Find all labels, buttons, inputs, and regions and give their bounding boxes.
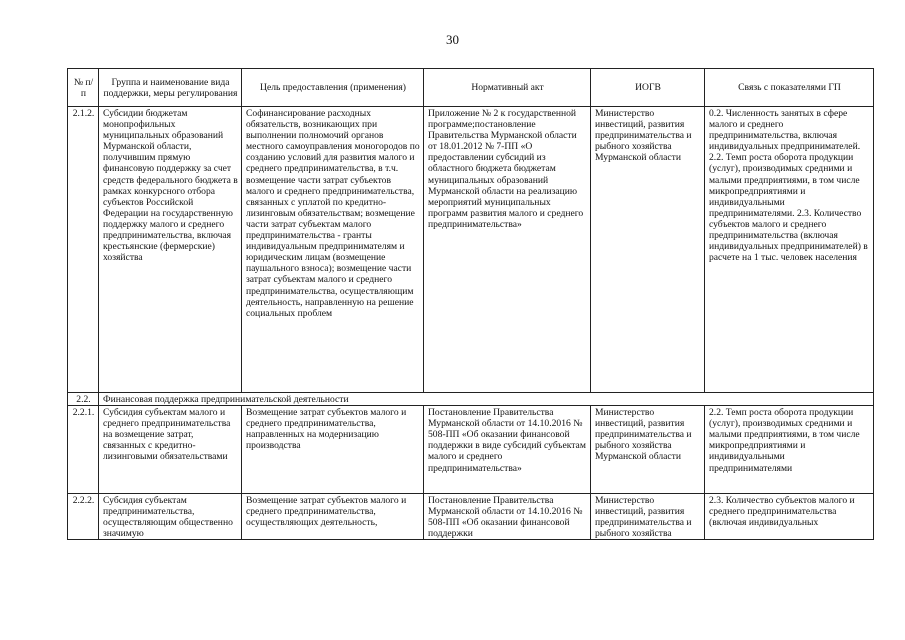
page-number: 30	[446, 32, 459, 47]
row-act: Постановление Правительства Мурманской области от 14.10.2016 № 508-ПП «Об оказании финансовой поддержки в виде субсидий субъектам малого и среднего предпринимательства»	[424, 406, 591, 494]
row-group: Субсидии бюджетам монопрофильных муниципальных образований Мурманской области, получившим прямую финансовую поддержку за счет средств федерального бюджета в рамках конкурсного отбора субъектов Российской Федерации на государственную поддержку малого и среднего предпринимательства, включая крестьянские (фермерские) хозяйства	[99, 107, 242, 393]
table-row	[68, 107, 874, 393]
row-goal: Возмещение затрат субъектов малого и среднего предпринимательства, направленных на модернизацию производства	[242, 406, 424, 494]
row-number: 2.1.2.	[68, 107, 99, 393]
row-act: Приложение № 2 к государственной программе;постановление Правительства Мурманской области от 18.01.2012 № 7-ПП «О предоставлении субсидий из областного бюджета бюджетам муниципальных образований Мурманской области на реализацию мероприятий муниципальных программ развития малого и среднего предпринимательства»	[424, 107, 591, 393]
row-goal: Возмещение затрат субъектов малого и среднего предпринимательства, осуществляющих деятельность,	[242, 494, 424, 540]
row-link: 0.2. Численность занятых в сфере малого и среднего предпринимательства, включая индивидуальных предпринимателей. 2.2. Темп роста оборота продукции (услуг), производимых средними и малыми предприятиями, в том числе микропредприятиями и индивидуальными предпринимателями. 2.3. Количество субъектов малого и среднего предпринимательства (включая индивидуальных предпринимателей) в расчете на 1 тыс. человек населения	[705, 107, 874, 393]
row-iogv: Министерство инвестиций, развития предпринимательства и рыбного хозяйства Мурманской области	[591, 406, 705, 494]
row-iogv: Министерство инвестиций, развития предпринимательства и рыбного хозяйства	[591, 494, 705, 540]
row-goal: Софинансирование расходных обязательств, возникающих при выполнении полномочий органов местного самоуправления моногородов по созданию условий для развития малого и среднего предпринимательства, в т.ч. возмещение части затрат субъектов малого и среднего предпринимательства, связанных с уплатой по кредитно-лизинговым обязательствам; возмещение части затрат субъектам малого предпринимательства - гранты индивидуальным предпринимателям и юридическим лицам (возмещение паушального взноса); возмещение части затрат субъектам малого и среднего предпринимательства, осуществляющим деятельность, направленную на решение социальных проблем	[242, 107, 424, 393]
row-act: Постановление Правительства Мурманской области от 14.10.2016 № 508-ПП «Об оказании финансовой поддержки	[424, 494, 591, 540]
support-measures-table	[67, 68, 874, 540]
row-number: 2.2.2.	[68, 494, 99, 540]
header-link: Связь с показателями ГП	[705, 69, 874, 107]
section-number: 2.2.	[68, 393, 99, 406]
section-row	[68, 393, 874, 406]
header-act: Нормативный акт	[424, 69, 591, 107]
header-goal: Цель предоставления (применения)	[242, 69, 424, 107]
header-number: № п/п	[68, 69, 99, 107]
table-header-row	[68, 69, 874, 107]
row-link: 2.2. Темп роста оборота продукции (услуг), производимых средними и малыми предприятиями, в том числе микропредприятиями и индивидуальными предпринимателями	[705, 406, 874, 494]
row-group: Субсидия субъектам малого и среднего предпринимательства на возмещение затрат, связанных с кредитно-лизинговыми обязательствами	[99, 406, 242, 494]
row-number: 2.2.1.	[68, 406, 99, 494]
row-link: 2.3. Количество субъектов малого и среднего предпринимательства (включая индивидуальных	[705, 494, 874, 540]
row-iogv: Министерство инвестиций, развития предпринимательства и рыбного хозяйства Мурманской области	[591, 107, 705, 393]
header-group: Группа и наименование вида поддержки, меры регулирования	[99, 69, 242, 107]
table-row	[68, 494, 874, 540]
row-group: Субсидия субъектам предпринимательства, осуществляющим общественно значимую	[99, 494, 242, 540]
header-iogv: ИОГВ	[591, 69, 705, 107]
table-row	[68, 406, 874, 494]
section-title: Финансовая поддержка предпринимательской деятельности	[99, 393, 874, 406]
